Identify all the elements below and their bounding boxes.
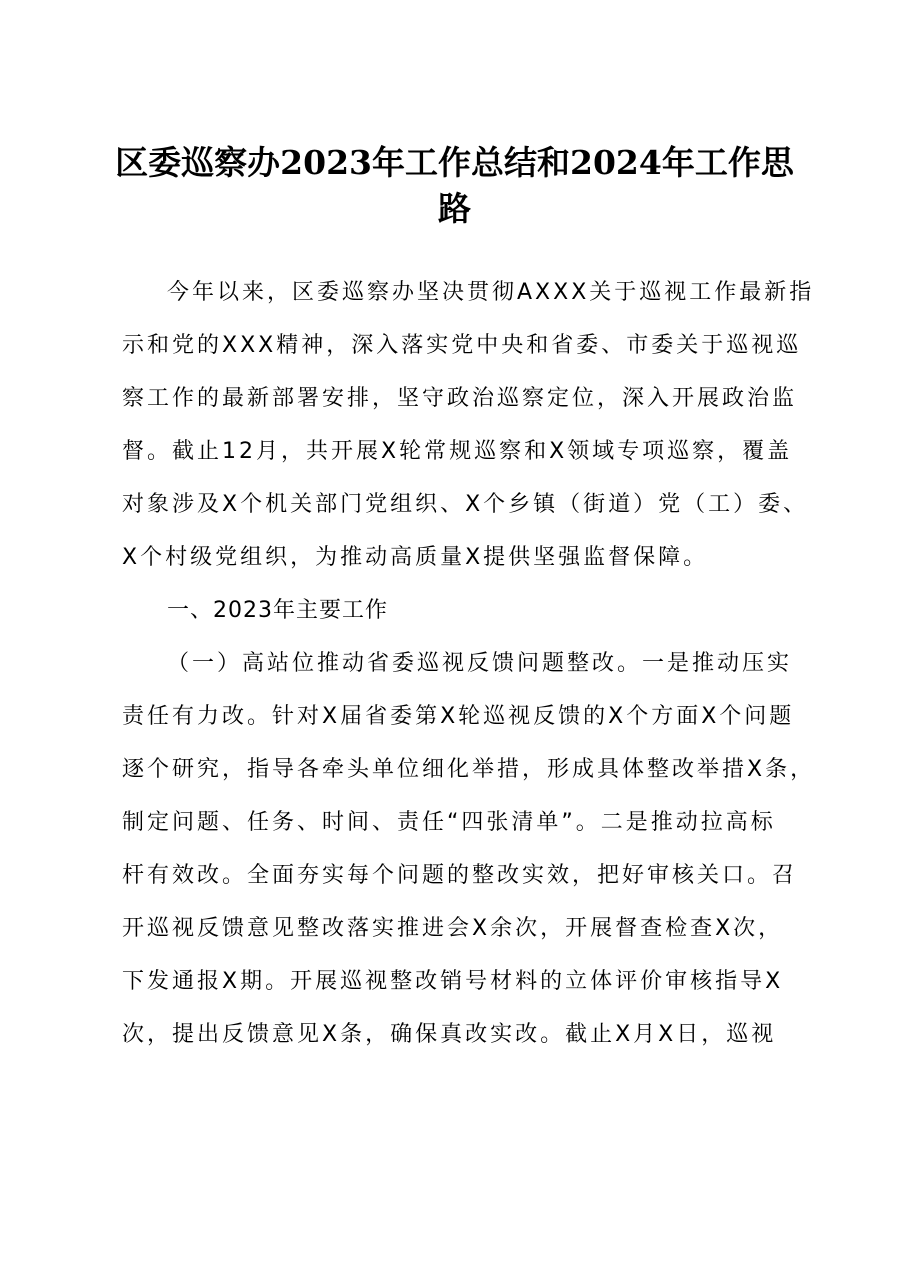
section-paragraph-line: 下发通报X期。开展巡视整改销号材料的立体评价审核指导X [122,969,784,994]
section-heading: 一、2023年主要工作 [167,598,388,623]
section-paragraph-line: 次，提出反馈意见X条，确保真改实改。截止X月X日，巡视 [122,1022,777,1047]
intro-paragraph-line: 对象涉及X个机关部门党组织、X个乡镇（街道）党（工）委、 [122,492,809,517]
section-paragraph-line: 杆有效改。全面夯实每个问题的整改实效，把好审核关口。召 [122,863,798,888]
title-line-2: 路 [438,189,471,228]
intro-paragraph-line: 今年以来，区委巡察办坚决贯彻AXXX关于巡视工作最新指 [167,280,815,305]
section-paragraph-line: 责任有力改。针对X届省委第X轮巡视反馈的X个方面X个问题 [122,704,795,729]
intro-paragraph-line: 示和党的XXX精神，深入落实党中央和省委、市委关于巡视巡 [122,333,802,358]
section-paragraph-line: （一）高站位推动省委巡视反馈问题整改。一是推动压实 [167,651,793,676]
section-paragraph-line: 开巡视反馈意见整改落实推进会X余次，开展督查检查X次， [122,916,784,941]
intro-paragraph-line: 督。截止12月，共开展X轮常规巡察和X领域专项巡察，覆盖 [122,439,793,464]
intro-paragraph-line: X个村级党组织，为推动高质量X提供坚强监督保障。 [122,545,709,570]
title-line-1: 区委巡察办2023年工作总结和2024年工作思 [115,143,794,182]
document-title [100,140,809,232]
section-paragraph-line: 制定问题、任务、时间、责任“四张清单”。二是推动拉高标 [122,810,776,835]
document-body [122,266,816,1061]
intro-paragraph-line: 察工作的最新部署安排，坚守政治巡察定位，深入开展政治监 [122,386,798,411]
section-paragraph-line: 逐个研究，指导各牵头单位细化举措，形成具体整改举措X条， [122,757,816,782]
